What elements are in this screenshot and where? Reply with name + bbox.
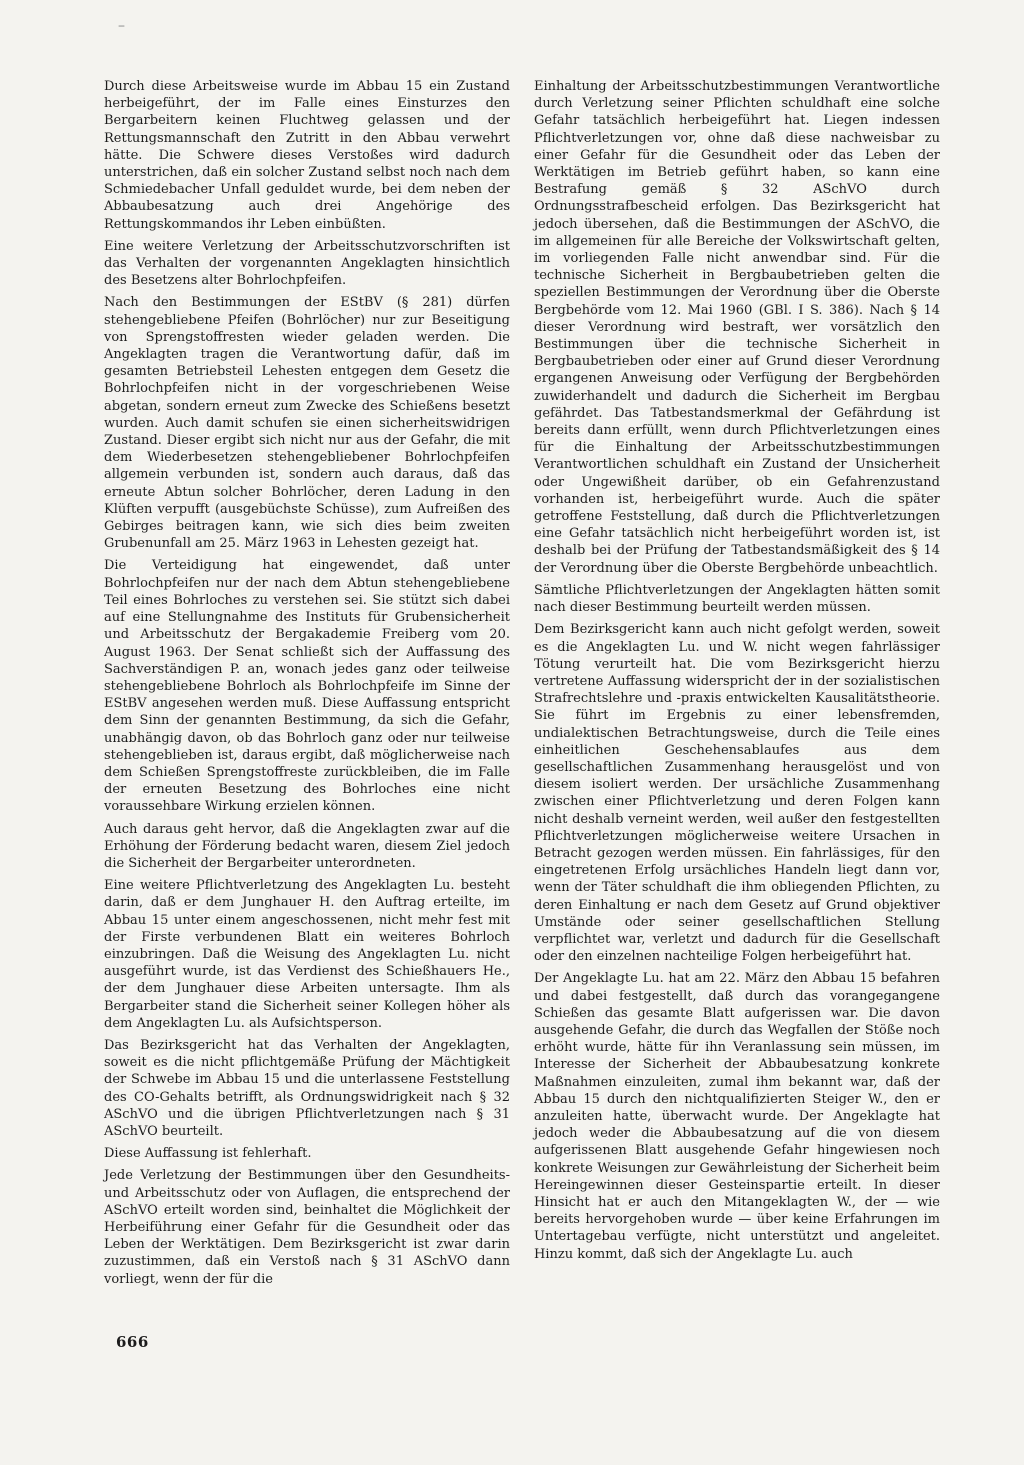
corner-mark: – [118,18,125,34]
paragraph: Sämtliche Pflichtverletzungen der Angeklagten hätten somit nach dieser Bestimmung beurteilt werden müssen. [534,582,940,616]
paragraph: Auch daraus geht hervor, daß die Angeklagten zwar auf die Erhöhung der Förderung bedacht waren, diesem Ziel jedoch die Sicherheit der Bergarbeiter unterordneten. [104,821,510,871]
paragraph: Eine weitere Pflichtverletzung des Angeklagten Lu. besteht darin, daß er dem Junghauer H. den Auftrag erteilte, im Abbau 15 unter einem angeschossenen, nicht mehr fest mit der Firste verbundenen Blatt ein weiteres Bohrloch einzubringen. Daß die Weisung des Angeklagten Lu. nicht ausgeführt wurde, ist das Verdienst des Schießhauers He., der dem Junghauer diese Arbeiten untersagte. Ihm als Bergarbeiter stand die Sicherheit seiner Kollegen höher als dem Angeklagten Lu. als Aufsichtsperson. [104,878,510,1031]
page-number: 666 [116,1333,149,1351]
left-column [104,78,510,1308]
paragraph: Eine weitere Verletzung der Arbeitsschutzvorschriften ist das Verhalten der vorgenannten Angeklagten hinsichtlich des Besetzens alter Bohrlochpfeifen. [104,238,510,289]
paragraph: Diese Auffassung ist fehlerhaft. [104,1146,312,1162]
text-columns [104,78,940,1308]
paragraph: Nach den Bestimmungen der EStBV (§ 281) dürfen stehengebliebene Pfeifen (Bohrlöcher) nur zur Beseitigung von Sprengstoffresten wieder geladen werden. Die Angeklagten tragen die Verantwortung dafür, daß im gesamten Betriebsteil Lehesten entgegen dem Gesetz die Bohrlochpfeifen nicht in der vorgeschriebenen Weise abgetan, sondern erneut zum Zwecke des Schießens besetzt wurden. Auch damit schufen sie einen sicherheitswidrigen Zustand. Dieser ergibt sich nicht nur aus der Gefahr, die mit dem Wiederbesetzen stehengebliebener Bohrlochpfeifen allgemein verbunden ist, sondern auch daraus, daß das erneute Abtun solcher Bohrlöcher, deren Ladung in den Klüften verpufft (ausgebüchste Schüsse), zum Aufreißen des Gebirges beitragen kann, wie sich dies beim zweiten Grubenunfall am 25. März 1963 in Lehesten gezeigt hat. [104,295,510,552]
paragraph: Dem Bezirksgericht kann auch nicht gefolgt werden, soweit es die Angeklagten Lu. und W. nicht wegen fahrlässiger Tötung verurteilt hat. Die vom Bezirksgericht hierzu vertretene Auffassung widerspricht der in der sozialistischen Strafrechtslehre und -praxis entwickelten Kausalitätstheorie. Sie führt im Ergebnis zu einer lebensfremden, undialektischen Betrachtungsweise, durch die Teile eines einheitlichen Geschehensablaufes aus dem gesellschaftlichen Zusammenhang herausgelöst und von diesem isoliert werden. Der ursächliche Zusammenhang zwischen einer Pflichtverletzung und deren Folgen kann nicht deshalb verneint werden, weil außer den festgestellten Pflichtverletzungen möglicherweise weitere Ursachen in Betracht gezogen werden müssen. Ein fahrlässiges, für den eingetretenen Erfolg ursächliches Handeln liegt dann vor, wenn der Täter schuldhaft die ihm obliegenden Pflichten, zu deren Einhaltung er nach dem Gesetz auf Grund objektiver Umstände oder seiner gesellschaftlichen Stellung verpflichtet war, verletzt und dadurch für die Gesellschaft oder den einzelnen nachteilige Folgen herbeigeführt hat. [534,622,940,965]
paragraph: Das Bezirksgericht hat das Verhalten der Angeklagten, soweit es die nicht pflichtgemäße Prüfung der Mächtigkeit der Schwebe im Abbau 15 und die unterlassene Feststellung des CO-Gehalts betrifft, als Ordnungswidrigkeit nach § 32 ASchVO und die übrigen Pflichtverletzungen nach § 31 ASchVO beurteilt. [104,1037,510,1139]
paragraph: Die Verteidigung hat eingewendet, daß unter Bohrlochpfeifen nur der nach dem Abtun stehengebliebene Teil eines Bohrloches zu verstehen sei. Sie stützt sich dabei auf eine Stellungnahme des Instituts für Grubensicherheit und Arbeitsschutz der Bergakademie Freiberg vom 20. August 1963. Der Senat schließt sich der Auffassung des Sachverständigen P. an, wonach jedes ganz oder teilweise stehengebliebene Bohrloch als Bohrlochpfeife im Sinne der EStBV angesehen werden muß. Diese Auffassung entspricht dem Sinn der genannten Bestimmung, da sich die Gefahr, unabhängig davon, ob das Bohrloch ganz oder nur teilweise stehengeblieben ist, daraus ergibt, daß möglicherweise nach dem Schießen Sprengstoffreste zurückbleiben, die im Falle der erneuten Besetzung des Bohrloches eine nicht voraussehbare Wirkung erzielen können. [104,558,510,815]
paragraph: Jede Verletzung der Bestimmungen über den Gesundheits- und Arbeitsschutz oder von Auflagen, die entsprechend der ASchVO erteilt worden sind, beinhaltet die Möglichkeit der Herbeiführung einer Gefahr für die Gesundheit oder das Leben der Werktätigen. Dem Bezirksgericht ist zwar darin zuzustimmen, daß ein Verstoß nach § 31 ASchVO dann vorliegt, wenn der für die [104,1168,510,1287]
paragraph: Durch diese Arbeitsweise wurde im Abbau 15 ein Zustand herbeigeführt, der im Falle eines Einsturzes den Bergarbeitern keinen Fluchtweg gelassen und der Rettungsmannschaft den Zutritt in den Abbau verwehrt hätte. Die Schwere dieses Verstoßes wird dadurch unterstrichen, daß ein solcher Zustand selbst noch nach dem Schmiedebacher Unfall geduldet wurde, bei dem neben der Abbaubesatzung auch drei Angehörige des Rettungskommandos ihr Leben einbüßten. [104,79,510,232]
right-column [534,78,940,1308]
paragraph: Der Angeklagte Lu. hat am 22. März den Abbau 15 befahren und dabei festgestellt, daß durch das vorangegangene Schießen das gesamte Blatt aufgerissen war. Die davon ausgehende Gefahr, die durch das Wegfallen der Stöße noch erhöht wurde, hätte für ihn Veranlassung sein müssen, im Interesse der Sicherheit der Abbaubesatzung konkrete Maßnahmen einzuleiten, zumal ihm bekannt war, daß der Abbau 15 durch den nichtqualifizierten Steiger W., den er anzuleiten hatte, überwacht wurde. Der Angeklagte hat jedoch weder die Abbaubesatzung auf die von diesem aufgerissenen Blatt ausgehende Gefahr hingewiesen noch konkrete Weisungen zur Gewährleistung der Sicherheit beim Hereingewinnen dieser Gesteinspartie erteilt. In dieser Hinsicht hat er auch den Mitangeklagten W., der — wie bereits hervorgehoben wurde — über keine Erfahrungen im Untertagebau verfügte, nicht unterstützt und angeleitet. Hinzu kommt, daß sich der Angeklagte Lu. auch [534,971,940,1262]
paragraph: Einhaltung der Arbeitsschutzbestimmungen Verantwortliche durch Verletzung seiner Pflichten schuldhaft eine solche Gefahr tatsächlich herbeigeführt hat. Liegen indessen Pflichtverletzungen vor, ohne daß diese nachweisbar zu einer Gefahr für die Gesundheit oder das Leben der Werktätigen im Betrieb geführt haben, so kann eine Bestrafung gemäß § 32 ASchVO durch Ordnungsstrafbescheid erfolgen. Das Bezirksgericht hat jedoch übersehen, daß die Bestimmungen der ASchVO, die im allgemeinen für alle Bereiche der Volkswirtschaft gelten, im vorliegenden Falle nicht anwendbar sind. Für die technische Sicherheit in Bergbaubetrieben gelten die speziellen Bestimmungen der Verordnung über die Oberste Bergbehörde vom 12. Mai 1960 (GBl. I S. 386). Nach § 14 dieser Verordnung wird bestraft, wer vorsätzlich den Bestimmungen über die technische Sicherheit in Bergbaubetrieben oder einer auf Grund dieser Verordnung ergangenen Anweisung oder Verfügung der Bergbehörden zuwiderhandelt und dadurch die Sicherheit im Bergbau gefährdet. Das Tatbestandsmerkmal der Gefährdung ist bereits dann erfüllt, wenn durch Pflichtverletzungen eines für die Einhaltung der Arbeitsschutzbestimmungen Verantwortlichen schuldhaft ein Zustand der Unsicherheit oder Ungewißheit darüber, ob ein Gefahrenzustand vorhanden ist, herbeigeführt wurde. Auch die später getroffene Feststellung, daß durch die Pflichtverletzungen eine Gefahr tatsächlich nicht herbeigeführt worden ist, ist deshalb bei der Prüfung der Tatbestandsmäßigkeit des § 14 der Verordnung über die Oberste Bergbehörde unbeachtlich. [534,79,940,576]
